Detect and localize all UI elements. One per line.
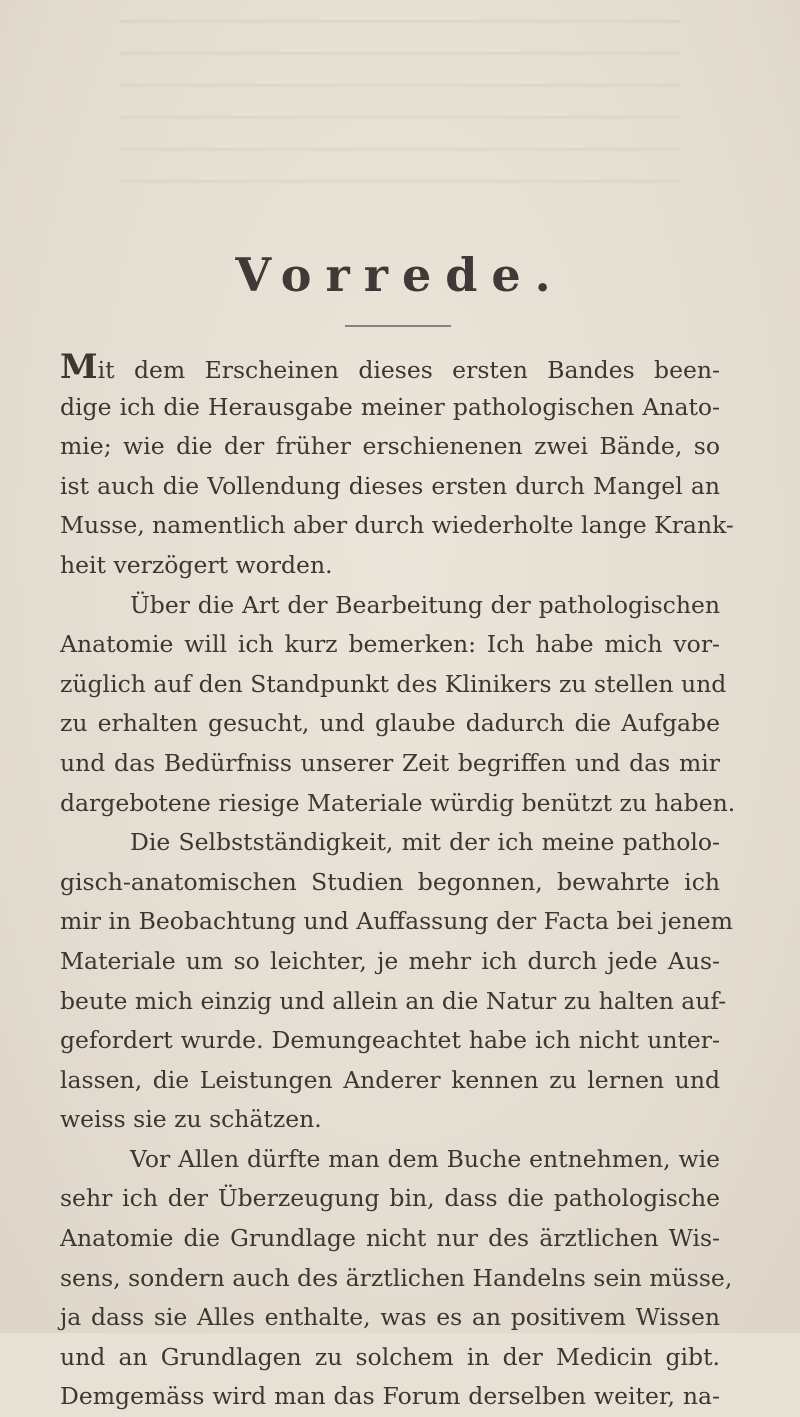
text-line: gisch-anatomischen Studien begonnen, bewahrte ich	[60, 867, 720, 896]
title-rule	[345, 325, 451, 327]
text-line: mie; wie die der früher erschienenen zwei Bände, so	[60, 432, 720, 461]
text-line: Über die Art der Bearbeitung der pathologischen	[130, 590, 720, 619]
text-line: und das Bedürfniss unserer Zeit begriffen und das mir	[60, 748, 720, 777]
text-line: gefordert wurde. Demungeachtet habe ich nicht unter-	[60, 1026, 720, 1055]
text-line: Anatomie will ich kurz bemerken: Ich habe mich vor-	[60, 630, 720, 659]
text-line: heit verzögert worden.	[60, 550, 333, 579]
text-line: lassen, die Leistungen Anderer kennen zu lernen und	[60, 1065, 720, 1094]
text-line: Musse, namentlich aber durch wiederholte lange Krank-	[60, 511, 734, 540]
text-line: Vor Allen dürfte man dem Buche entnehmen, wie	[130, 1144, 720, 1173]
text-line: mir in Beobachtung und Auffassung der Facta bei jenem	[60, 907, 733, 936]
text-line: Demgemäss wird man das Forum derselben weiter, na-	[60, 1382, 720, 1411]
text-line: dige ich die Herausgabe meiner pathologischen Anato-	[60, 392, 720, 421]
body-text	[60, 347, 736, 1417]
text-line: zu erhalten gesucht, und glaube dadurch die Aufgabe	[60, 709, 720, 738]
text-line: Die Selbstständigkeit, mit der ich meine patholo-	[130, 828, 720, 857]
text-line: Anatomie die Grundlage nicht nur des ärztlichen Wis-	[60, 1224, 720, 1253]
text-line: sehr ich der Überzeugung bin, dass die pathologische	[60, 1184, 720, 1213]
text-line: ja dass sie Alles enthalte, was es an positivem Wissen	[60, 1303, 720, 1332]
text-line: beute mich einzig und allein an die Natur zu halten auf-	[60, 986, 727, 1015]
text-line: dargebotene riesige Materiale würdig benützt zu haben.	[60, 788, 736, 817]
text-line: weiss sie zu schätzen.	[60, 1105, 322, 1134]
text-line: Materiale um so leichter, je mehr ich durch jede Aus-	[60, 946, 720, 975]
initial-letter: M	[60, 347, 98, 387]
show-through-text	[120, 20, 680, 210]
text-line: züglich auf den Standpunkt des Klinikers zu stellen und	[60, 669, 727, 698]
text-line: sens, sondern auch des ärztlichen Handelns sein müsse,	[60, 1263, 733, 1292]
page-title: Vorrede.	[235, 248, 565, 302]
text-line: ist auch die Vollendung dieses ersten durch Mangel an	[60, 471, 720, 500]
text-line: Mit dem Erscheinen dieses ersten Bandes been-	[60, 347, 720, 387]
text-line: und an Grundlagen zu solchem in der Medicin gibt.	[60, 1342, 720, 1371]
